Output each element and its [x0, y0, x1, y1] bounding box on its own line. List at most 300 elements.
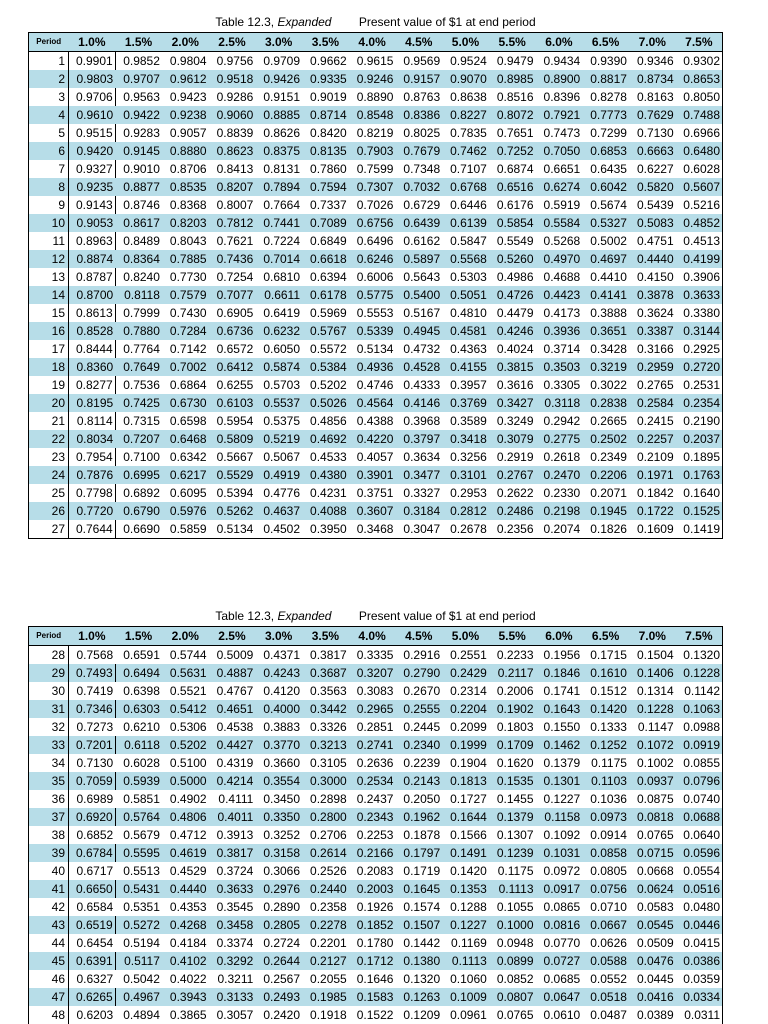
value-cell: 0.4564	[349, 394, 396, 412]
value-cell: 0.6618	[302, 250, 349, 268]
value-cell: 0.5854	[489, 214, 536, 232]
value-cell: 0.1380	[395, 952, 442, 970]
value-cell: 0.1522	[349, 1006, 396, 1024]
value-cell: 0.6864	[162, 376, 209, 394]
value-cell: 0.7679	[395, 142, 442, 160]
value-cell: 0.1512	[582, 682, 629, 700]
value-cell: 0.1727	[442, 790, 489, 808]
value-cell: 0.1644	[442, 808, 489, 826]
value-cell: 0.2706	[302, 826, 349, 844]
value-cell: 0.5375	[255, 412, 302, 430]
table-row	[29, 322, 723, 340]
value-cell: 0.6454	[69, 934, 116, 952]
value-cell: 0.6790	[115, 502, 162, 520]
value-cell: 0.3878	[629, 286, 676, 304]
value-cell: 0.1142	[676, 682, 723, 700]
value-cell: 0.2805	[255, 916, 302, 934]
value-cell: 0.0685	[536, 970, 583, 988]
value-cell: 0.2916	[395, 646, 442, 665]
period-cell: 17	[29, 340, 69, 358]
value-cell: 0.0917	[536, 880, 583, 898]
value-cell: 0.2470	[536, 466, 583, 484]
value-cell: 0.7026	[349, 196, 396, 214]
column-header-rate: 4.5%	[395, 33, 442, 52]
value-cell: 0.8203	[162, 214, 209, 232]
value-cell: 0.3442	[302, 700, 349, 718]
value-cell: 0.8118	[115, 286, 162, 304]
value-cell: 0.8535	[162, 178, 209, 196]
value-cell: 0.0647	[536, 988, 583, 1006]
value-cell: 0.7493	[69, 664, 116, 682]
value-cell: 0.6303	[115, 700, 162, 718]
value-cell: 0.6176	[489, 196, 536, 214]
value-cell: 0.5553	[349, 304, 396, 322]
period-cell: 38	[29, 826, 69, 844]
value-cell: 0.5521	[162, 682, 209, 700]
value-cell: 0.3350	[255, 808, 302, 826]
value-cell: 0.5584	[536, 214, 583, 232]
value-cell: 0.8528	[69, 322, 116, 340]
value-cell: 0.5351	[115, 898, 162, 916]
value-cell: 0.0972	[536, 862, 583, 880]
value-cell: 0.1712	[349, 952, 396, 970]
value-cell: 0.1895	[676, 448, 723, 466]
period-cell: 27	[29, 520, 69, 539]
value-cell: 0.1419	[676, 520, 723, 539]
value-cell: 0.0311	[676, 1006, 723, 1024]
value-cell: 0.1709	[489, 736, 536, 754]
value-cell: 0.5439	[629, 196, 676, 214]
value-cell: 0.2415	[629, 412, 676, 430]
value-cell: 0.3252	[255, 826, 302, 844]
table-row	[29, 790, 723, 808]
value-cell: 0.6042	[582, 178, 629, 196]
column-header-rate: 4.0%	[349, 33, 396, 52]
value-cell: 0.4199	[676, 250, 723, 268]
value-cell: 0.2636	[349, 754, 396, 772]
value-cell: 0.3458	[209, 916, 256, 934]
value-cell: 0.9518	[209, 70, 256, 88]
value-cell: 0.2890	[255, 898, 302, 916]
value-cell: 0.6598	[162, 412, 209, 430]
value-cell: 0.1113	[442, 952, 489, 970]
value-cell: 0.1314	[629, 682, 676, 700]
value-cell: 0.0334	[676, 988, 723, 1006]
value-cell: 0.1645	[395, 880, 442, 898]
value-cell: 0.2614	[302, 844, 349, 862]
value-cell: 0.5002	[582, 232, 629, 250]
period-cell: 39	[29, 844, 69, 862]
value-cell: 0.1797	[395, 844, 442, 862]
column-header-rate: 2.0%	[162, 627, 209, 646]
value-cell: 0.3380	[676, 304, 723, 322]
value-cell: 0.3950	[302, 520, 349, 539]
value-cell: 0.9346	[629, 52, 676, 71]
value-cell: 0.1147	[629, 718, 676, 736]
value-cell: 0.1643	[536, 700, 583, 718]
value-cell: 0.4692	[302, 430, 349, 448]
value-cell: 0.3022	[582, 376, 629, 394]
table-row	[29, 700, 723, 718]
value-cell: 0.2502	[582, 430, 629, 448]
value-cell: 0.6203	[69, 1006, 116, 1024]
value-cell: 0.1956	[536, 646, 583, 665]
value-cell: 0.5874	[255, 358, 302, 376]
table-row	[29, 862, 723, 880]
value-cell: 0.1780	[349, 934, 396, 952]
value-cell: 0.1763	[676, 466, 723, 484]
value-cell: 0.9612	[162, 70, 209, 88]
value-cell: 0.8963	[69, 232, 116, 250]
table-row	[29, 124, 723, 142]
value-cell: 0.1620	[489, 754, 536, 772]
value-cell: 0.3554	[255, 772, 302, 790]
value-cell: 0.4856	[302, 412, 349, 430]
table-row	[29, 142, 723, 160]
value-cell: 0.3133	[209, 988, 256, 1006]
value-cell: 0.3305	[536, 376, 583, 394]
value-cell: 0.0807	[489, 988, 536, 1006]
value-cell: 0.3651	[582, 322, 629, 340]
table-row	[29, 88, 723, 106]
value-cell: 0.4746	[349, 376, 396, 394]
value-cell: 0.7299	[582, 124, 629, 142]
value-cell: 0.3184	[395, 502, 442, 520]
value-cell: 0.5897	[395, 250, 442, 268]
value-cell: 0.3101	[442, 466, 489, 484]
column-header-rate: 5.5%	[489, 627, 536, 646]
value-cell: 0.7315	[115, 412, 162, 430]
table-row	[29, 826, 723, 844]
value-cell: 0.4581	[442, 322, 489, 340]
value-cell: 0.0816	[536, 916, 583, 934]
period-cell: 47	[29, 988, 69, 1006]
value-cell: 0.9707	[115, 70, 162, 88]
value-cell: 0.0487	[582, 1006, 629, 1024]
table-row	[29, 160, 723, 178]
value-cell: 0.6852	[69, 826, 116, 844]
value-cell: 0.7921	[536, 106, 583, 124]
value-cell: 0.2622	[489, 484, 536, 502]
column-header-rate: 5.0%	[442, 33, 489, 52]
value-cell: 0.0552	[582, 970, 629, 988]
period-cell: 4	[29, 106, 69, 124]
value-cell: 0.6591	[115, 646, 162, 665]
value-cell: 0.0973	[582, 808, 629, 826]
value-cell: 0.4479	[489, 304, 536, 322]
value-cell: 0.5202	[162, 736, 209, 754]
table-row	[29, 808, 723, 826]
column-header-rate: 7.0%	[629, 33, 676, 52]
value-cell: 0.2493	[255, 988, 302, 1006]
period-cell: 23	[29, 448, 69, 466]
value-cell: 0.4751	[629, 232, 676, 250]
table-row	[29, 268, 723, 286]
table-row	[29, 106, 723, 124]
value-cell: 0.1092	[536, 826, 583, 844]
column-header-rate: 4.0%	[349, 627, 396, 646]
value-cell: 0.4268	[162, 916, 209, 934]
value-cell: 0.8131	[255, 160, 302, 178]
period-cell: 48	[29, 1006, 69, 1024]
value-cell: 0.8885	[255, 106, 302, 124]
column-header-rate: 5.5%	[489, 33, 536, 52]
value-cell: 0.2437	[349, 790, 396, 808]
value-cell: 0.3589	[442, 412, 489, 430]
value-cell: 0.6246	[349, 250, 396, 268]
value-cell: 0.6217	[162, 466, 209, 484]
value-cell: 0.4697	[582, 250, 629, 268]
value-cell: 0.0389	[629, 1006, 676, 1024]
value-cell: 0.8877	[115, 178, 162, 196]
value-cell: 0.2204	[442, 700, 489, 718]
value-cell: 0.2765	[629, 376, 676, 394]
value-cell: 0.8900	[536, 70, 583, 88]
value-cell: 0.7764	[115, 340, 162, 358]
value-cell: 0.7436	[209, 250, 256, 268]
value-cell: 0.6611	[255, 286, 302, 304]
value-cell: 0.4513	[676, 232, 723, 250]
value-cell: 0.1420	[442, 862, 489, 880]
value-cell: 0.7644	[69, 520, 116, 539]
table-row	[29, 232, 723, 250]
value-cell: 0.6327	[69, 970, 116, 988]
value-cell: 0.3105	[302, 754, 349, 772]
value-cell: 0.7077	[209, 286, 256, 304]
column-header-rate: 3.5%	[302, 33, 349, 52]
period-cell: 14	[29, 286, 69, 304]
value-cell: 0.4246	[489, 322, 536, 340]
column-header-rate: 4.5%	[395, 627, 442, 646]
value-cell: 0.5194	[115, 934, 162, 952]
table-row	[29, 340, 723, 358]
value-cell: 0.2055	[302, 970, 349, 988]
value-cell: 0.3374	[209, 934, 256, 952]
value-cell: 0.2233	[489, 646, 536, 665]
value-cell: 0.3865	[162, 1006, 209, 1024]
value-cell: 0.1252	[582, 736, 629, 754]
value-cell: 0.5744	[162, 646, 209, 665]
table-row	[29, 718, 723, 736]
value-cell: 0.1158	[536, 808, 583, 826]
value-cell: 0.4423	[536, 286, 583, 304]
value-cell: 0.2349	[582, 448, 629, 466]
value-cell: 0.7903	[349, 142, 396, 160]
value-cell: 0.6989	[69, 790, 116, 808]
value-cell: 0.4440	[162, 880, 209, 898]
value-cell: 0.1719	[395, 862, 442, 880]
value-cell: 0.4637	[255, 502, 302, 520]
value-cell: 0.2959	[629, 358, 676, 376]
value-cell: 0.7599	[349, 160, 396, 178]
value-cell: 0.5643	[395, 268, 442, 286]
value-cell: 0.1455	[489, 790, 536, 808]
value-cell: 0.2420	[255, 1006, 302, 1024]
value-cell: 0.6265	[69, 988, 116, 1006]
value-cell: 0.4319	[209, 754, 256, 772]
value-cell: 0.9010	[115, 160, 162, 178]
value-cell: 0.1640	[676, 484, 723, 502]
value-cell: 0.0545	[629, 916, 676, 934]
table-row	[29, 196, 723, 214]
value-cell: 0.6342	[162, 448, 209, 466]
value-cell: 0.2486	[489, 502, 536, 520]
value-cell: 0.2678	[442, 520, 489, 539]
value-cell: 0.2278	[302, 916, 349, 934]
value-cell: 0.6118	[115, 736, 162, 754]
value-cell: 0.3616	[489, 376, 536, 394]
value-cell: 0.1813	[442, 772, 489, 790]
value-cell: 0.0937	[629, 772, 676, 790]
value-cell: 0.7273	[69, 718, 116, 736]
value-cell: 0.6439	[395, 214, 442, 232]
value-cell: 0.8874	[69, 250, 116, 268]
value-cell: 0.2117	[489, 664, 536, 682]
value-cell: 0.2099	[442, 718, 489, 736]
value-cell: 0.4427	[209, 736, 256, 754]
value-cell: 0.5216	[676, 196, 723, 214]
value-cell: 0.2618	[536, 448, 583, 466]
value-cell: 0.4619	[162, 844, 209, 862]
value-cell: 0.0476	[629, 952, 676, 970]
value-cell: 0.2953	[442, 484, 489, 502]
value-cell: 0.2898	[302, 790, 349, 808]
value-cell: 0.7462	[442, 142, 489, 160]
value-cell: 0.8072	[489, 106, 536, 124]
value-cell: 0.4155	[442, 358, 489, 376]
value-cell: 0.5809	[209, 430, 256, 448]
value-cell: 0.7201	[69, 736, 116, 754]
value-cell: 0.4410	[582, 268, 629, 286]
value-cell: 0.5820	[629, 178, 676, 196]
value-cell: 0.3563	[302, 682, 349, 700]
value-cell: 0.6768	[442, 178, 489, 196]
table-row	[29, 736, 723, 754]
value-cell: 0.7346	[69, 700, 116, 718]
value-cell: 0.5764	[115, 808, 162, 826]
value-cell: 0.0770	[536, 934, 583, 952]
value-cell: 0.1288	[442, 898, 489, 916]
table-row	[29, 772, 723, 790]
value-cell: 0.9709	[255, 52, 302, 71]
value-cell: 0.1715	[582, 646, 629, 665]
value-cell: 0.6810	[255, 268, 302, 286]
value-cell: 0.0588	[582, 952, 629, 970]
value-cell: 0.0668	[629, 862, 676, 880]
column-header-rate: 3.5%	[302, 627, 349, 646]
value-cell: 0.8396	[536, 88, 583, 106]
value-cell: 0.7059	[69, 772, 116, 790]
table-row	[29, 646, 723, 665]
value-cell: 0.2083	[349, 862, 396, 880]
value-cell: 0.2741	[349, 736, 396, 754]
value-cell: 0.3468	[349, 520, 396, 539]
value-cell: 0.2942	[536, 412, 583, 430]
value-cell: 0.5134	[209, 520, 256, 539]
value-cell: 0.8364	[115, 250, 162, 268]
period-cell: 21	[29, 412, 69, 430]
value-cell: 0.9420	[69, 142, 116, 160]
value-cell: 0.2356	[489, 520, 536, 539]
value-cell: 0.0480	[676, 898, 723, 916]
value-cell: 0.0518	[582, 988, 629, 1006]
value-cell: 0.5939	[115, 772, 162, 790]
value-cell: 0.6255	[209, 376, 256, 394]
value-cell: 0.0988	[676, 718, 723, 736]
value-cell: 0.9524	[442, 52, 489, 71]
value-cell: 0.1550	[536, 718, 583, 736]
value-cell: 0.2551	[442, 646, 489, 665]
value-cell: 0.4184	[162, 934, 209, 952]
column-header-rate: 1.5%	[115, 33, 162, 52]
column-header-rate: 1.0%	[69, 627, 116, 646]
value-cell: 0.6232	[255, 322, 302, 340]
value-cell: 0.1227	[536, 790, 583, 808]
value-cell: 0.0516	[676, 880, 723, 898]
value-cell: 0.6480	[676, 142, 723, 160]
table-row	[29, 358, 723, 376]
value-cell: 0.9706	[69, 88, 116, 106]
column-header-rate: 6.0%	[536, 33, 583, 52]
value-cell: 0.2109	[629, 448, 676, 466]
title-emphasis: Expanded	[277, 15, 332, 29]
value-cell: 0.6227	[629, 160, 676, 178]
value-cell: 0.3770	[255, 736, 302, 754]
value-cell: 0.5262	[209, 502, 256, 520]
value-cell: 0.0715	[629, 844, 676, 862]
value-cell: 0.5327	[582, 214, 629, 232]
value-cell: 0.6095	[162, 484, 209, 502]
period-cell: 44	[29, 934, 69, 952]
value-cell: 0.0818	[629, 808, 676, 826]
value-cell: 0.3292	[209, 952, 256, 970]
value-cell: 0.1063	[676, 700, 723, 718]
value-cell: 0.5568	[442, 250, 489, 268]
column-header-rate: 5.0%	[442, 627, 489, 646]
value-cell: 0.6398	[115, 682, 162, 700]
value-cell: 0.3957	[442, 376, 489, 394]
value-cell: 0.7014	[255, 250, 302, 268]
value-cell: 0.8368	[162, 196, 209, 214]
value-cell: 0.1263	[395, 988, 442, 1006]
value-cell: 0.9053	[69, 214, 116, 232]
value-cell: 0.1333	[582, 718, 629, 736]
value-cell: 0.8787	[69, 268, 116, 286]
value-cell: 0.7252	[489, 142, 536, 160]
value-cell: 0.3687	[302, 664, 349, 682]
value-cell: 0.1420	[582, 700, 629, 718]
period-cell: 19	[29, 376, 69, 394]
value-cell: 0.3477	[395, 466, 442, 484]
value-cell: 0.5009	[209, 646, 256, 665]
period-cell: 37	[29, 808, 69, 826]
value-cell: 0.3144	[676, 322, 723, 340]
value-cell: 0.1175	[582, 754, 629, 772]
period-cell: 22	[29, 430, 69, 448]
value-cell: 0.2644	[255, 952, 302, 970]
value-cell: 0.2206	[582, 466, 629, 484]
value-cell: 0.3883	[255, 718, 302, 736]
period-cell: 13	[29, 268, 69, 286]
period-cell: 34	[29, 754, 69, 772]
value-cell: 0.8114	[69, 412, 116, 430]
value-cell: 0.8444	[69, 340, 116, 358]
value-cell: 0.4919	[255, 466, 302, 484]
value-cell: 0.7441	[255, 214, 302, 232]
value-cell: 0.4000	[255, 700, 302, 718]
value-cell: 0.3906	[676, 268, 723, 286]
value-cell: 0.2925	[676, 340, 723, 358]
